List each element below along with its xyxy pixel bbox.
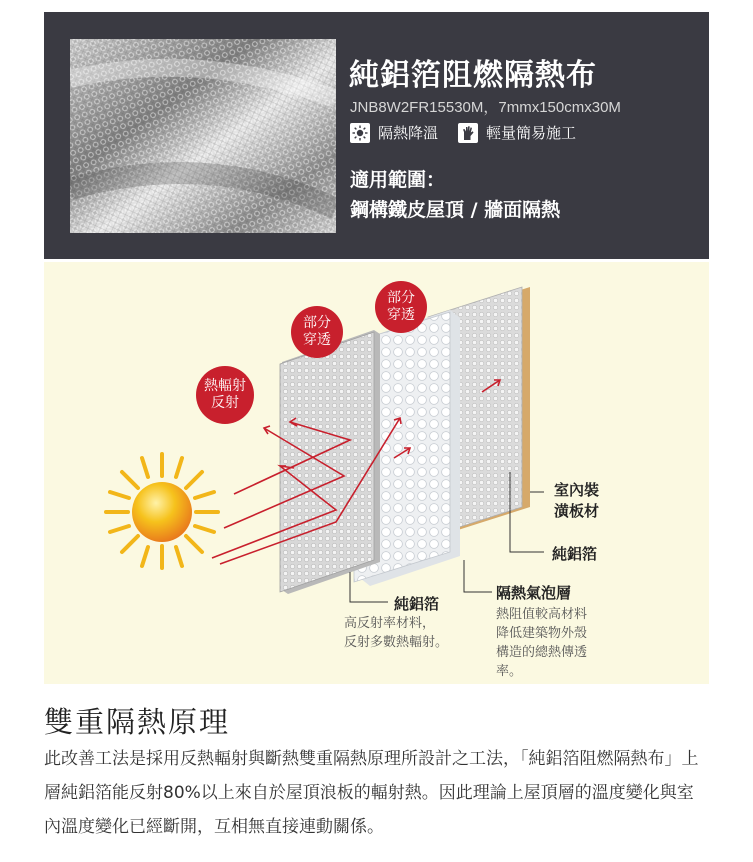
label-foil-right: 純鋁箔 xyxy=(552,545,598,563)
product-banner xyxy=(44,12,709,259)
section-body: 此改善工法是採用反熱輻射與斷熱雙重隔熱原理所設計之工法，「純鋁箔阻燃隔熱布」上層純鋁箔能反射80%以上來自於屋頂浪板的輻射熱。因此理論上屋頂層的溫度變化與室內溫度變化已經斷開，互相無直接連動關係。 xyxy=(44,749,699,837)
note-bubble-layer: 熱阻值較高材料 降低建築物外殼 構造的總熱傳透 率。 xyxy=(496,607,588,679)
section-title: 雙重隔熱原理 xyxy=(44,705,231,739)
sun-icon xyxy=(350,123,370,143)
product-spec: JNB8W2FR15530M，7mmx150cmx30M xyxy=(350,99,621,116)
hand-icon xyxy=(458,123,478,143)
bubble-partial-penetration-2: 部分 穿透 xyxy=(375,281,427,333)
note-foil-left: 高反射率材料， 反射多數熱輻射。 xyxy=(344,616,449,650)
bubble-heat-reflection: 熱輻射 反射 xyxy=(196,366,254,424)
sun-icon xyxy=(106,454,218,568)
label-interior-board: 室內裝 潢板材 xyxy=(554,481,600,520)
product-title: 純鋁箔阻燃隔熱布 xyxy=(349,58,597,93)
front-foil-panel xyxy=(280,330,380,594)
feature-list xyxy=(350,122,588,143)
label-foil-left: 純鋁箔 xyxy=(394,595,440,613)
insulation-layer-diagram xyxy=(44,262,709,684)
feature-label-easy-install: 輕量簡易施工 xyxy=(486,124,577,142)
scope-text: 鋼構鐵皮屋頂 / 牆面隔熱 xyxy=(350,199,561,221)
bubble-partial-penetration-1: 部分 穿透 xyxy=(291,306,343,358)
feature-label-insulation: 隔熱降溫 xyxy=(378,124,439,142)
label-bubble-layer: 隔熱氣泡層 xyxy=(496,584,572,602)
scope-title: 適用範圍： xyxy=(350,169,446,191)
foil-product-photo xyxy=(70,39,336,233)
